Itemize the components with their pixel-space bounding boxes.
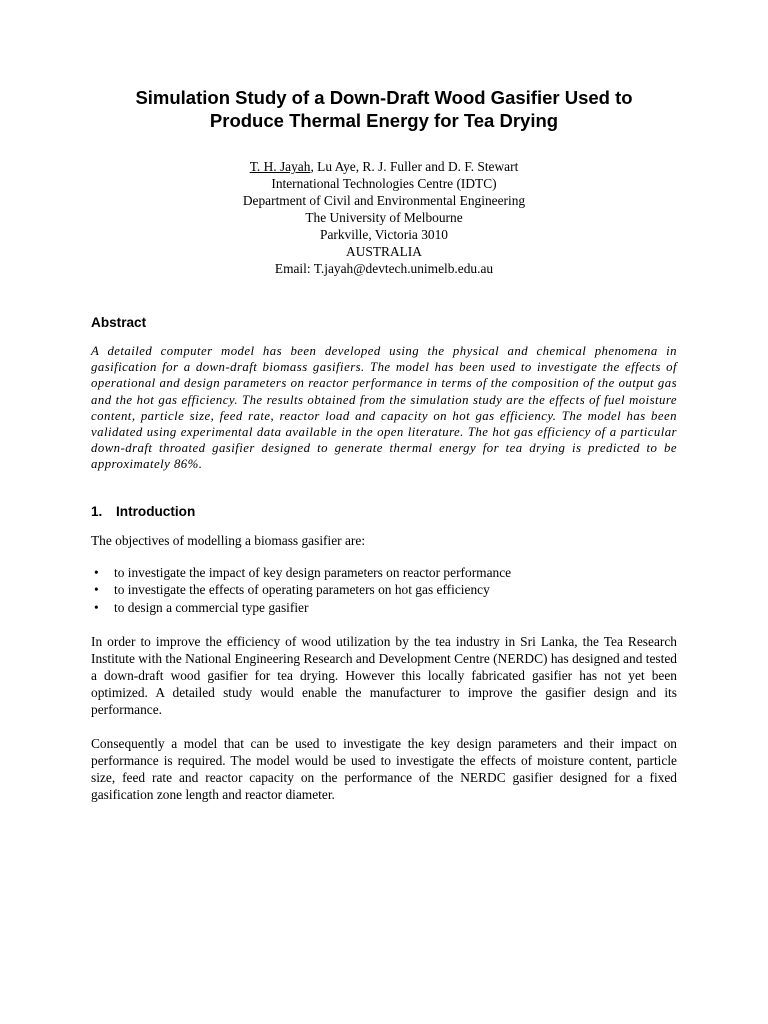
list-item-text: to investigate the effects of operating parameters on hot gas efficiency (114, 582, 490, 598)
list-item-text: to investigate the impact of key design parameters on reactor performance (114, 564, 512, 580)
co-authors: , Lu Aye, R. J. Fuller and D. F. Stewart (310, 159, 519, 174)
abstract-heading: Abstract (91, 315, 147, 330)
introduction-heading (91, 503, 677, 520)
objectives-list (91, 564, 677, 617)
affiliation-city: Parkville, Victoria 3010 (320, 227, 448, 242)
paper-title-line-1: Simulation Study of a Down-Draft Wood Gasifier Used to (135, 87, 633, 108)
affiliation-department: Department of Civil and Environmental Engineering (242, 193, 526, 208)
section-title: Introduction (116, 503, 196, 519)
body-paragraph-sri-lanka: In order to improve the efficiency of wood utilization by the tea industry in Sri Lanka, the Tea Research Institute with the National Engineering Research and Development Centre (NERDC) has designed and tested a down-draft wood gasifier for tea drying. However this locally fabricated gasifier has not yet been optimized. A detailed study would enable the manufacturer to improve the gasifier design and its performance. (91, 634, 677, 718)
list-item-text: to design a commercial type gasifier (114, 599, 309, 615)
objectives-intro: The objectives of modelling a biomass gasifier are: (91, 532, 366, 548)
author-line (91, 158, 677, 175)
section-number: 1. (91, 503, 103, 519)
abstract-text: A detailed computer model has been developed using the physical and chemical phenomena in gasification for a down-draft biomass gasifiers. The model has been used to investigate the effects of operational and design parameters on reactor performance in terms of the composition of the output gas and the hot gas efficiency. The results obtained from the simulation study are the effects of fuel moisture content, particle size, feed rate, reactor load and capacity on hot gas efficiency. The model has been validated using experimental data available in the open literature. The hot gas efficiency of a particular down-draft throated gasifier designed to generate thermal energy for tea drying is predicted to be approximately 86%. (91, 344, 677, 472)
affiliation-centre: International Technologies Centre (IDTC) (271, 176, 497, 191)
author-email: Email: T.jayah@devtech.unimelb.edu.au (274, 261, 494, 276)
bullet-icon: • (94, 582, 99, 598)
list-item (91, 564, 677, 582)
bullet-icon: • (94, 564, 99, 580)
list-item (91, 599, 677, 617)
affiliation-country: AUSTRALIA (346, 244, 422, 259)
paper-page (91, 86, 677, 803)
first-author: T. H. Jayah (249, 159, 311, 174)
paper-title (91, 86, 677, 132)
paper-title-line-2: Produce Thermal Energy for Tea Drying (209, 110, 559, 131)
body-paragraph-model: Consequently a model that can be used to investigate the key design parameters and their impact on performance is required. The model would be used to investigate the effects of moisture content, particle size, feed rate and reactor capacity on the performance of the NERDC gasifier designed for a fixed gasification zone length and reactor diameter. (91, 736, 677, 803)
list-item (91, 581, 677, 599)
author-block (91, 158, 677, 277)
affiliation-university: The University of Melbourne (305, 210, 463, 225)
bullet-icon: • (94, 599, 99, 615)
